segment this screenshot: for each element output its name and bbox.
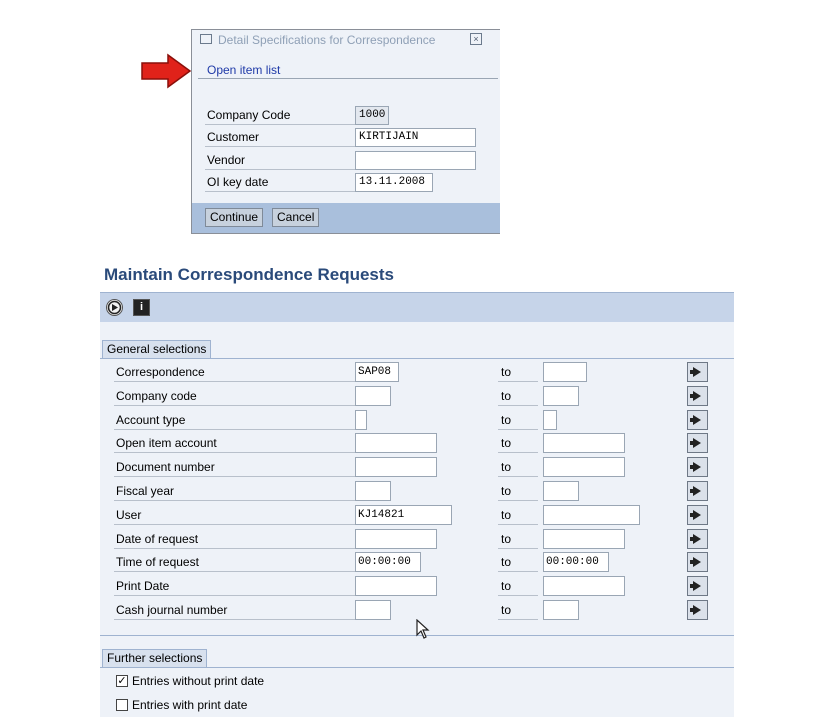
selection-from-field[interactable] [355,600,391,620]
open-item-list-link[interactable]: Open item list [207,63,281,77]
selection-to-field[interactable] [543,481,579,501]
selection-label: Document number [114,457,357,477]
selection-label: Account type [114,410,357,430]
selection-label: Print Date [114,576,357,596]
row-underline [498,595,538,596]
selection-from-field[interactable] [355,433,437,453]
selection-from-field[interactable]: SAP08 [355,362,399,382]
multiple-selection-arrow-icon[interactable] [687,481,708,501]
selection-from-field[interactable] [355,457,437,477]
selection-from-field[interactable] [355,481,391,501]
multiple-selection-arrow-icon[interactable] [687,552,708,572]
general-selections-group [100,338,734,358]
company-code-label: Company Code [205,106,355,125]
selection-label: Company code [114,386,357,406]
selection-to-field[interactable] [543,576,625,596]
multiple-selection-arrow-icon[interactable] [687,576,708,596]
group-divider [100,667,734,668]
selection-from-field[interactable]: KJ14821 [355,505,452,525]
to-label: to [501,603,512,617]
vendor-label: Vendor [205,151,355,170]
selection-from-field[interactable] [355,576,437,596]
dialog-titlebar [192,30,500,52]
oi-key-date-label: OI key date [205,173,355,192]
to-label: to [501,555,512,569]
to-label: to [501,579,512,593]
row-underline [498,381,538,382]
red-arrow-icon [140,53,192,89]
to-label: to [501,484,512,498]
to-label: to [501,365,512,379]
selection-to-field[interactable] [543,529,625,549]
multiple-selection-arrow-icon[interactable] [687,410,708,430]
multiple-selection-arrow-icon[interactable] [687,457,708,477]
to-label: to [501,389,512,403]
row-underline [498,452,538,453]
selection-from-field[interactable]: 00:00:00 [355,552,421,572]
mouse-cursor-icon [416,619,432,641]
dialog-separator [198,78,498,79]
selection-to-field[interactable] [543,362,587,382]
dialog-footer [192,203,500,234]
multiple-selection-arrow-icon[interactable] [687,433,708,453]
entries-with-print-date-label: Entries with print date [132,698,248,712]
selection-label: Date of request [114,529,357,549]
row-underline [498,476,538,477]
selection-to-field[interactable] [543,433,625,453]
selection-to-field[interactable] [543,386,579,406]
selection-label: Correspondence [114,362,357,382]
row-underline [498,548,538,549]
multiple-selection-arrow-icon[interactable] [687,600,708,620]
entries-with-print-date-checkbox[interactable] [116,699,128,711]
to-label: to [501,460,512,474]
selection-to-field[interactable] [543,410,557,430]
selection-label: Open item account [114,433,357,453]
selection-label: Time of request [114,552,357,572]
selection-screen [100,322,734,717]
selection-label: Cash journal number [114,600,357,620]
multiple-selection-arrow-icon[interactable] [687,505,708,525]
entries-without-print-date-label: Entries without print date [132,674,265,688]
to-label: to [501,532,512,546]
execute-icon[interactable] [106,299,123,316]
selection-from-field[interactable] [355,410,367,430]
selection-label: User [114,505,357,525]
group-title: Further selections [102,649,207,667]
row-underline [498,524,538,525]
dialog-window-icon [200,34,212,44]
close-icon[interactable]: × [470,33,482,45]
row-underline [498,619,538,620]
company-code-field[interactable]: 1000 [355,106,389,125]
multiple-selection-arrow-icon[interactable] [687,529,708,549]
multiple-selection-arrow-icon[interactable] [687,386,708,406]
detail-specifications-dialog [191,29,500,234]
cancel-button[interactable]: Cancel [272,208,319,227]
entries-without-print-date-checkbox[interactable]: ✓ [117,675,127,687]
to-label: to [501,436,512,450]
info-icon[interactable]: i [133,299,150,316]
row-underline [498,429,538,430]
selection-to-field[interactable] [543,600,579,620]
selection-to-field[interactable]: 00:00:00 [543,552,609,572]
row-underline [498,500,538,501]
row-underline [498,405,538,406]
vendor-field[interactable] [355,151,476,170]
customer-label: Customer [205,128,355,147]
to-label: to [501,508,512,522]
continue-button[interactable]: Continue [205,208,263,227]
application-toolbar [100,292,734,322]
selection-to-field[interactable] [543,505,640,525]
customer-field[interactable]: KIRTIJAIN [355,128,476,147]
oi-key-date-field[interactable]: 13.11.2008 [355,173,433,192]
group-divider [100,358,734,359]
dialog-title: Detail Specifications for Correspondence [218,33,436,47]
selection-to-field[interactable] [543,457,625,477]
further-selections-group [100,647,734,667]
selection-from-field[interactable] [355,529,437,549]
selection-label: Fiscal year [114,481,357,501]
to-label: to [501,413,512,427]
selection-from-field[interactable] [355,386,391,406]
row-underline [498,571,538,572]
group-title: General selections [102,340,211,358]
page-title: Maintain Correspondence Requests [104,265,395,284]
multiple-selection-arrow-icon[interactable] [687,362,708,382]
